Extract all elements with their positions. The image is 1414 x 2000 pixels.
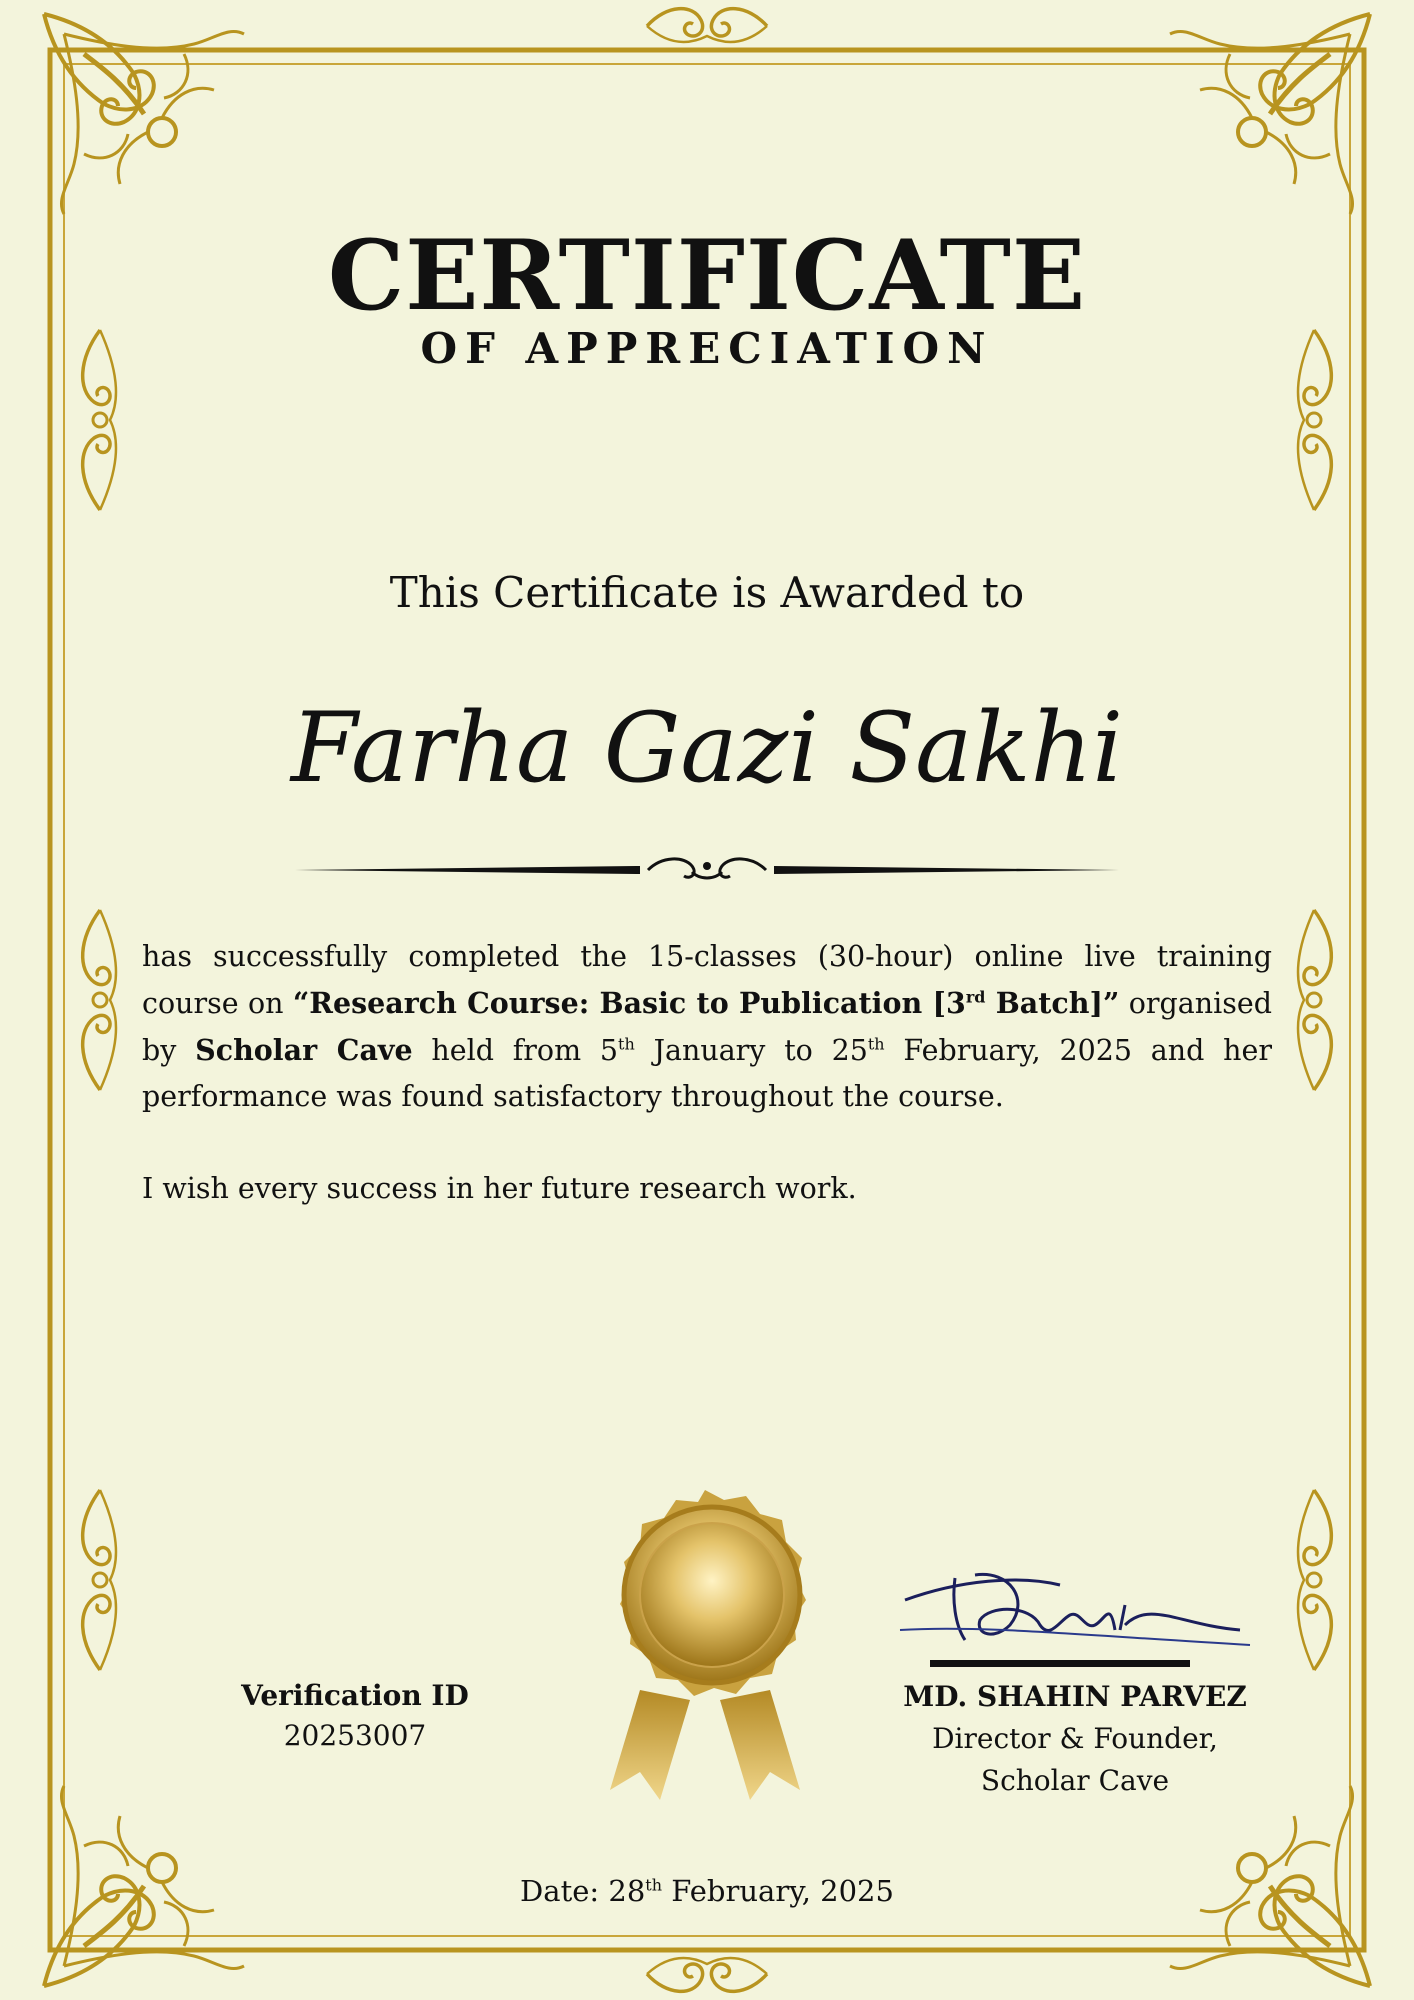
signature-mark bbox=[900, 1574, 1250, 1667]
certificate-title: CERTIFICATE bbox=[327, 219, 1087, 332]
organiser-name: Scholar Cave bbox=[195, 1033, 413, 1067]
scroll-ornament-icon bbox=[83, 1490, 116, 1670]
body-intro: has successfully completed the 15-classes (30-hour) online live training course on bbox=[142, 940, 1272, 1020]
scroll-ornament-icon bbox=[647, 9, 767, 42]
verification-id: 20253007 bbox=[283, 1719, 427, 1752]
recipient-name: Farha Gazi Sakhi bbox=[290, 692, 1124, 804]
signatory-name: MD. SHAHIN PARVEZ bbox=[903, 1680, 1247, 1713]
name-divider-ornament bbox=[295, 859, 1119, 878]
issue-date: Date: 28th February, 2025 bbox=[520, 1874, 894, 1908]
verification-label: Verification ID bbox=[241, 1679, 469, 1712]
certificate-subtitle: OF APPRECIATION bbox=[420, 324, 994, 373]
corner-ornament-icon bbox=[44, 14, 244, 214]
body-paragraph: has successfully completed the 15-classes (30-hour) online live training course on “Research Course: Basic to Publication [3rd Batch]” organised by Scholar Cave held from 5th January to 25th February, 2025 and her performance was found satisfactory throughout the course. bbox=[142, 940, 1272, 1113]
awarded-line: This Certificate is Awarded to bbox=[389, 568, 1025, 617]
gold-medal-icon bbox=[610, 1490, 806, 1800]
verification-block bbox=[200, 1676, 510, 1756]
course-name: “Research Course: Basic to Publication [3rd Batch]” bbox=[292, 986, 1120, 1020]
signatory-role: Director & Founder, bbox=[932, 1722, 1218, 1755]
signatory-organization: Scholar Cave bbox=[980, 1764, 1170, 1797]
wish-line: I wish every success in her future research work. bbox=[142, 1172, 857, 1205]
corner-ornament-icon bbox=[1170, 14, 1370, 214]
scroll-ornament-icon bbox=[1298, 910, 1331, 1090]
scroll-ornament-icon bbox=[647, 1958, 767, 1991]
scroll-ornament-icon bbox=[1298, 1490, 1331, 1670]
signatory-block bbox=[860, 1676, 1290, 1802]
scroll-ornament-icon bbox=[83, 910, 116, 1090]
